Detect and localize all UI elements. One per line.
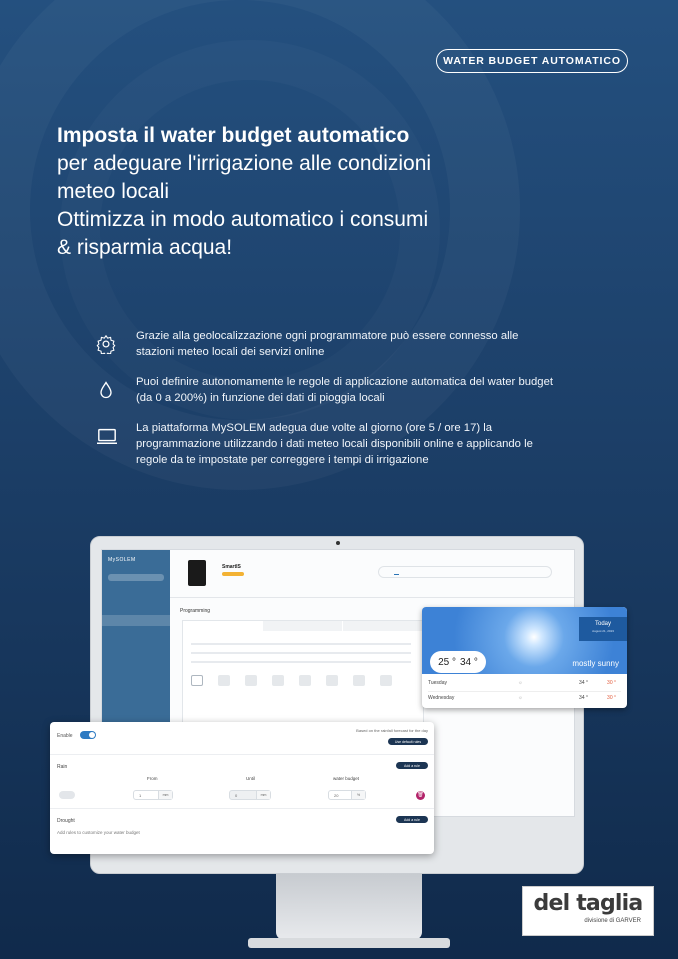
gear-icon bbox=[96, 328, 136, 354]
headline-line: & risparmia acqua! bbox=[57, 236, 233, 259]
feature-item bbox=[96, 374, 556, 406]
today-date: August 21, 2023 bbox=[592, 629, 614, 633]
headline bbox=[57, 122, 517, 262]
sun-icon: ☼ bbox=[518, 694, 523, 701]
add-rain-rule-button[interactable]: Add a rule bbox=[396, 762, 428, 769]
tab[interactable] bbox=[498, 570, 502, 574]
from-column-label: From bbox=[147, 776, 158, 781]
temperature-min: 25 ° bbox=[438, 656, 456, 668]
station-button[interactable] bbox=[191, 675, 203, 686]
forecast-row bbox=[428, 677, 621, 689]
headline-line: Ottimizza in modo automatico i consumi bbox=[57, 208, 429, 231]
from-value: 1 bbox=[139, 792, 142, 798]
brand-name: del taglia bbox=[533, 891, 643, 916]
feature-list bbox=[96, 328, 556, 482]
programming-panel bbox=[182, 620, 424, 732]
station-button[interactable] bbox=[245, 675, 257, 686]
from-input[interactable] bbox=[133, 790, 173, 800]
program-tabs[interactable] bbox=[183, 621, 423, 631]
program-tab[interactable] bbox=[183, 621, 263, 631]
temperature-pill bbox=[430, 651, 486, 673]
forecast-temp: 34 ° bbox=[579, 680, 588, 686]
from-unit: mm bbox=[158, 791, 172, 799]
today-badge bbox=[579, 617, 627, 641]
rain-label: Rain bbox=[57, 764, 68, 770]
until-input[interactable] bbox=[229, 790, 271, 800]
station-button[interactable] bbox=[326, 675, 338, 686]
drought-hint: Add rules to customize your water budget bbox=[57, 830, 140, 835]
programming-title: Programming bbox=[180, 608, 211, 614]
sun-icon: ☼ bbox=[518, 680, 523, 686]
forecast-temp: 30 ° bbox=[607, 694, 616, 701]
divider bbox=[50, 808, 434, 809]
enable-toggle[interactable] bbox=[80, 731, 96, 739]
feature-text: Puoi definire autonomamente le regole di applicazione automatica del water budget (da 0 a 200%) in funzione dei dati di pioggia locali bbox=[136, 376, 553, 404]
sidebar-item[interactable] bbox=[102, 600, 170, 611]
station-button[interactable] bbox=[380, 675, 392, 686]
program-settings bbox=[191, 643, 411, 670]
weather-card bbox=[422, 607, 627, 708]
forecast-temp: 34 ° bbox=[579, 694, 588, 701]
headline-line: per adeguare l'irrigazione alle condizioni bbox=[57, 152, 432, 175]
brand-subtitle: divisione di GARVER bbox=[584, 918, 641, 924]
tab[interactable] bbox=[430, 570, 433, 574]
device-status-tag bbox=[222, 572, 244, 576]
divider bbox=[50, 754, 434, 755]
sidebar-search-input[interactable] bbox=[108, 574, 164, 581]
rule-toggle[interactable] bbox=[59, 791, 75, 799]
webcam bbox=[336, 541, 340, 545]
until-value: 0 bbox=[235, 792, 238, 798]
device-header bbox=[170, 550, 574, 598]
program-tab[interactable] bbox=[343, 621, 423, 631]
budget-column-label: water budget bbox=[333, 776, 360, 781]
monitor-stand bbox=[276, 874, 422, 940]
water-budget-card bbox=[50, 722, 434, 854]
weather-condition: mostly sunny bbox=[572, 659, 619, 668]
forecast-temp: 30 ° bbox=[607, 680, 616, 686]
feature-item bbox=[96, 328, 556, 360]
feature-text: Grazie alla geolocalizzazione ogni programmatore può essere connesso alle stazioni meteo locali dei servizi online bbox=[136, 330, 519, 358]
tab[interactable] bbox=[463, 570, 467, 574]
monitor-stand-base bbox=[248, 938, 450, 948]
budget-input[interactable] bbox=[328, 790, 366, 800]
device-name: SmartIS bbox=[222, 564, 241, 570]
rainfall-forecast-note: Based on the rainfall forecast for the day bbox=[356, 728, 428, 733]
device-tabs[interactable] bbox=[378, 566, 552, 578]
tab[interactable] bbox=[532, 570, 535, 574]
laptop-icon bbox=[96, 420, 136, 446]
until-column-label: Until bbox=[246, 776, 256, 781]
default-rules-button[interactable]: Use default rules bbox=[388, 738, 428, 745]
sidebar-item[interactable] bbox=[102, 585, 170, 596]
station-button[interactable] bbox=[299, 675, 311, 686]
temperature-max: 34 ° bbox=[460, 656, 478, 668]
forecast-day: Tuesday bbox=[428, 680, 447, 686]
headline-title: Imposta il water budget automatico bbox=[57, 124, 410, 147]
station-button[interactable] bbox=[272, 675, 284, 686]
forecast-row bbox=[428, 691, 621, 703]
until-unit: mm bbox=[256, 791, 270, 799]
forecast-day: Wednesday bbox=[428, 694, 455, 701]
headline-line: meteo locali bbox=[57, 180, 170, 203]
tab[interactable] bbox=[394, 570, 399, 575]
water-drop-icon bbox=[96, 374, 136, 400]
station-row[interactable] bbox=[191, 675, 392, 686]
delete-rule-icon[interactable]: 🗑 bbox=[417, 792, 424, 798]
feature-text: La piattaforma MySOLEM adegua due volte al giorno (ore 5 / ore 17) la programmazione utilizzando i dati meteo locali disponibili online e applicando le regole da te impostate per correggere i tempi di irrigazione bbox=[136, 422, 533, 466]
device-image bbox=[188, 560, 206, 586]
sidebar-item[interactable] bbox=[102, 630, 170, 641]
station-button[interactable] bbox=[218, 675, 230, 686]
app-logo: MySOLEM bbox=[108, 557, 136, 563]
topic-badge: WATER BUDGET AUTOMATICO bbox=[436, 49, 628, 73]
feature-item bbox=[96, 420, 556, 468]
drought-label: Drought bbox=[57, 818, 75, 824]
program-tab[interactable] bbox=[263, 621, 343, 631]
add-drought-rule-button[interactable]: Add a rule bbox=[396, 816, 428, 823]
sidebar-item[interactable] bbox=[102, 615, 170, 626]
brand-logo bbox=[522, 886, 654, 936]
enable-label: Enable bbox=[57, 733, 73, 739]
today-label: Today bbox=[594, 621, 611, 627]
station-button[interactable] bbox=[353, 675, 365, 686]
budget-value: 20 bbox=[334, 792, 339, 798]
budget-unit: % bbox=[351, 791, 365, 799]
